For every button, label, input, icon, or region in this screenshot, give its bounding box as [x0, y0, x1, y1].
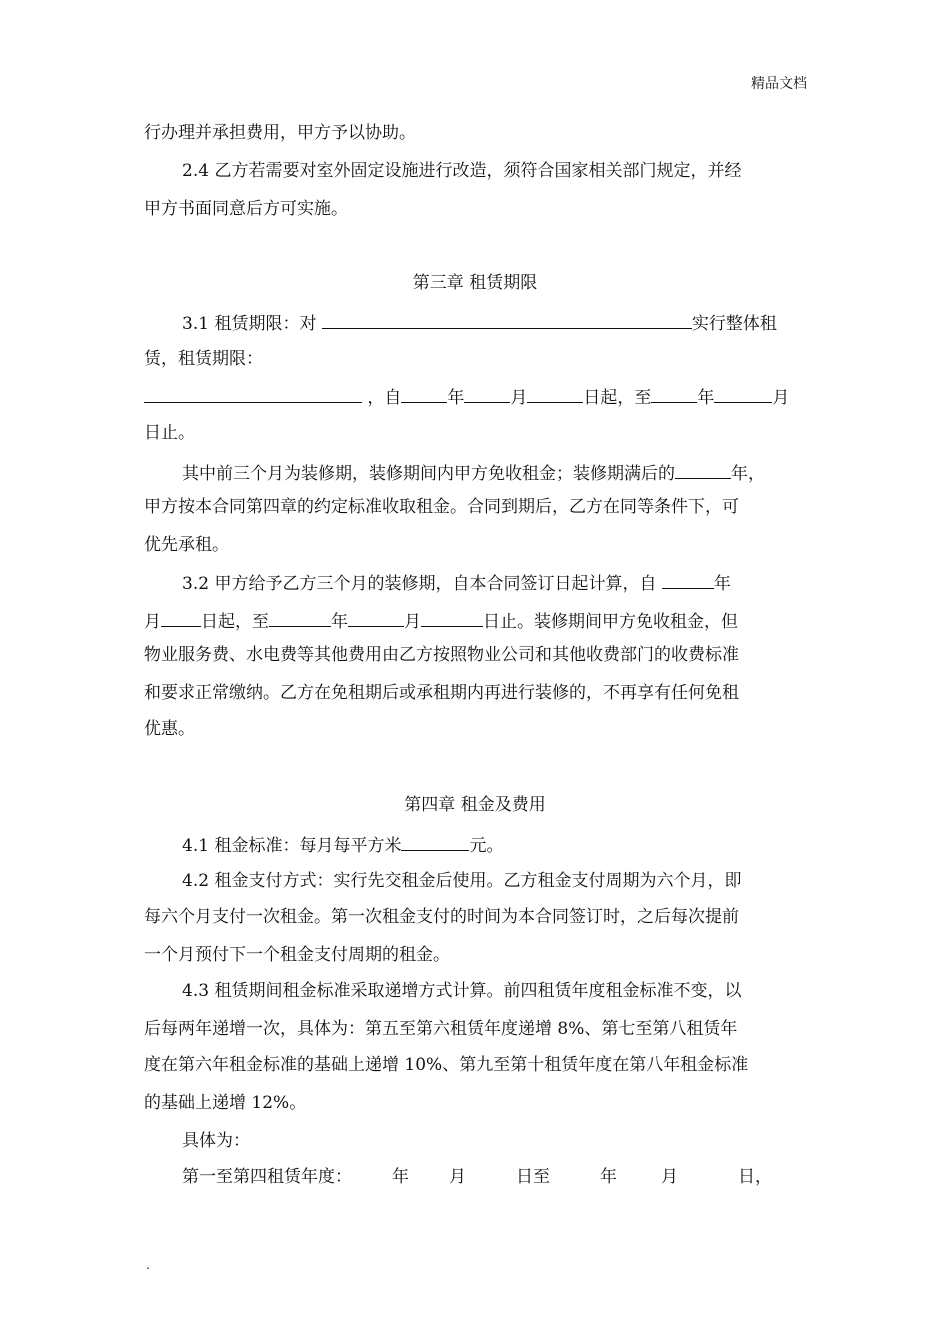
- text: 年: [331, 612, 348, 632]
- text-line: 2.4 乙方若需要对室外固定设施进行改造，须符合国家相关部门规定，并经: [182, 161, 742, 181]
- text-line: 优惠。: [144, 719, 195, 739]
- fill-blank[interactable]: [714, 384, 772, 403]
- text-line: 优先承租。: [144, 535, 229, 555]
- footer-dot: .: [146, 1258, 150, 1272]
- text: 4.1 租金标准：每月每平方米: [182, 836, 402, 856]
- fill-blank[interactable]: [401, 384, 447, 403]
- text-line: 甲方按本合同第四章的约定标准收取租金。合同到期后，乙方在同等条件下，可: [144, 497, 739, 517]
- text: 月: [772, 388, 790, 408]
- fill-blank[interactable]: [401, 832, 469, 851]
- fill-blank[interactable]: [348, 608, 404, 627]
- fill-blank[interactable]: [421, 608, 483, 627]
- text: 日起，至: [201, 612, 269, 632]
- text: 第一至第四租赁年度：: [182, 1167, 352, 1187]
- text: 实行整体租: [691, 314, 777, 334]
- text: 年: [392, 1167, 409, 1187]
- fill-blank[interactable]: [144, 384, 362, 403]
- text-line: 和要求正常缴纳。乙方在免租期后或承租期内再进行装修的，不再享有任何免租: [144, 683, 739, 703]
- text-line: 行办理并承担费用，甲方予以协助。: [144, 123, 416, 143]
- fill-blank[interactable]: [161, 608, 201, 627]
- text-line: [182, 832, 503, 857]
- page-header: 精品文档: [751, 76, 807, 92]
- text: 年，: [731, 464, 765, 484]
- text: ，自: [367, 388, 402, 408]
- text: 元。: [469, 836, 504, 856]
- text-line: [182, 460, 765, 485]
- text-line: 具体为：: [182, 1131, 250, 1151]
- text-line: 物业服务费、水电费等其他费用由乙方按照物业公司和其他收费部门的收费标准: [144, 645, 739, 665]
- text-line: [144, 422, 195, 444]
- text: 日，: [738, 1167, 772, 1187]
- fill-blank[interactable]: [527, 384, 583, 403]
- text: 日至: [516, 1167, 550, 1187]
- text-line: 的基础上递增 12%。: [144, 1093, 307, 1113]
- chapter-3-title: 第三章 租赁期限: [412, 273, 538, 293]
- text: 年: [697, 388, 715, 408]
- text-line: 每六个月支付一次租金。第一次租金支付的时间为本合同签订时，之后每次提前: [144, 907, 739, 927]
- text: 年: [447, 388, 465, 408]
- text-line: 度在第六年租金标准的基础上递增 10%、第九至第十租赁年度在第八年租金标准: [144, 1055, 749, 1075]
- text: 日止。: [144, 423, 195, 443]
- fill-blank[interactable]: [464, 384, 510, 403]
- text-line: 一个月预付下一个租金支付周期的租金。: [144, 945, 450, 965]
- text: 月: [449, 1167, 466, 1187]
- text: 其中前三个月为装修期，装修期间内甲方免收租金；装修期满后的: [182, 464, 675, 484]
- text: 日起，至: [583, 388, 652, 408]
- text-line: 甲方书面同意后方可实施。: [144, 199, 348, 219]
- text-line: [144, 608, 738, 633]
- text-line: 赁，租赁期限：: [144, 349, 263, 369]
- text: 年: [600, 1167, 617, 1187]
- fill-blank[interactable]: [269, 608, 331, 627]
- text: 月: [661, 1167, 678, 1187]
- fill-blank[interactable]: [675, 460, 731, 479]
- fill-blank[interactable]: [651, 384, 697, 403]
- text: 月: [510, 388, 528, 408]
- text: 月: [404, 612, 421, 632]
- text-line: 4.2 租金支付方式：实行先交租金后使用。乙方租金支付周期为六个月，即: [182, 871, 742, 891]
- text: 3.1 租赁期限：对: [182, 314, 317, 334]
- text: 年: [713, 574, 731, 594]
- fill-blank[interactable]: [662, 570, 714, 589]
- chapter-4-title: 第四章 租金及费用: [404, 795, 546, 815]
- text-line: 后每两年递增一次，具体为：第五至第六租赁年度递增 8%、第七至第八租赁年: [144, 1019, 738, 1039]
- text-line: [182, 570, 731, 595]
- text-line: [182, 1166, 772, 1188]
- text: 日止。装修期间甲方免收租金，但: [483, 612, 738, 632]
- text-line: [182, 310, 777, 335]
- text: 月: [144, 612, 161, 632]
- text-line: [144, 384, 789, 409]
- text-line: 4.3 租赁期间租金标准采取递增方式计算。前四租赁年度租金标准不变，以: [182, 981, 742, 1001]
- text: 3.2 甲方给予乙方三个月的装修期，自本合同签订日起计算，自: [182, 574, 657, 594]
- fill-blank[interactable]: [322, 310, 692, 329]
